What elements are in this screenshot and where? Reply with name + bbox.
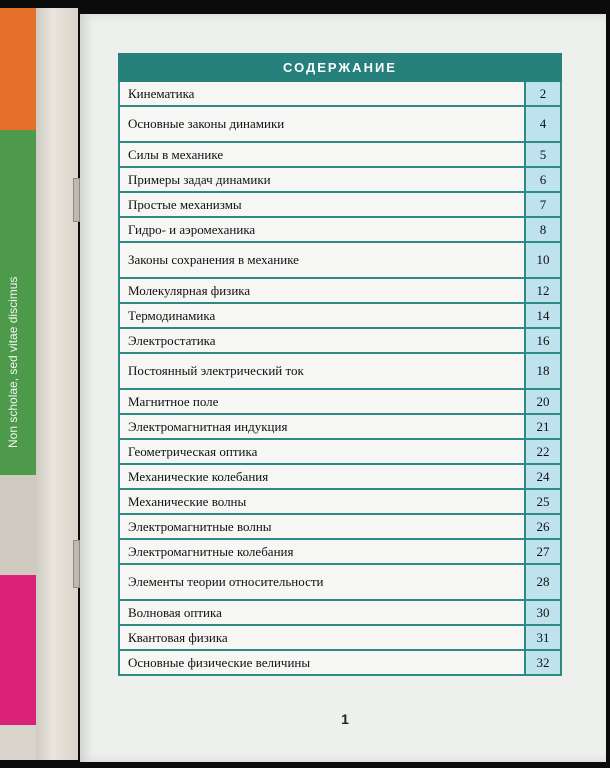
toc-page-number: 18	[524, 354, 560, 388]
toc-row	[120, 243, 560, 279]
toc-page-number: 28	[524, 565, 560, 599]
toc-topic: Геометрическая оптика	[128, 443, 258, 459]
spine-gray-band	[0, 475, 36, 575]
spine-orange-band	[0, 8, 36, 130]
toc-topic: Термодинамика	[128, 307, 216, 323]
toc-topic: Основные законы динамики	[128, 116, 285, 131]
toc-row	[120, 354, 560, 390]
toc-page-number: 12	[524, 279, 560, 302]
toc-topic: Законы сохранения в механике	[128, 252, 299, 267]
toc-topic: Магнитное поле	[128, 393, 219, 409]
toc-page-number: 4	[524, 107, 560, 141]
toc-page-number: 26	[524, 515, 560, 538]
toc-page-number: 24	[524, 465, 560, 488]
toc-page-number: 32	[524, 651, 560, 674]
toc-row	[120, 490, 560, 515]
toc-row	[120, 515, 560, 540]
toc-page-number: 14	[524, 304, 560, 327]
toc-row	[120, 415, 560, 440]
staple-top	[73, 178, 80, 222]
toc-topic: Кинематика	[128, 85, 195, 101]
toc-topic: Гидро- и аэромеханика	[128, 221, 256, 237]
toc-topic: Квантовая физика	[128, 629, 228, 645]
toc-row	[120, 168, 560, 193]
toc-page-number: 22	[524, 440, 560, 463]
toc-row	[120, 390, 560, 415]
toc-topic: Электромагнитные волны	[128, 518, 272, 534]
toc-topic: Молекулярная физика	[128, 282, 251, 298]
toc-row	[120, 440, 560, 465]
spine-motto: Non scholae, sed vitae discimus	[6, 276, 20, 448]
toc-row	[120, 82, 560, 107]
toc-topic: Электростатика	[128, 332, 216, 348]
toc-page-number: 6	[524, 168, 560, 191]
page-fold	[36, 8, 78, 760]
toc-topic: Электромагнитная индукция	[128, 418, 288, 434]
toc-row	[120, 143, 560, 168]
toc-title: СОДЕРЖАНИЕ	[118, 53, 562, 82]
book-spine	[0, 8, 36, 760]
toc-rows	[118, 82, 562, 676]
toc-topic: Простые механизмы	[128, 196, 242, 212]
spine-magenta-band	[0, 575, 36, 725]
toc-row	[120, 540, 560, 565]
toc-page-number: 5	[524, 143, 560, 166]
toc-page-number: 30	[524, 601, 560, 624]
table-of-contents	[118, 53, 562, 676]
toc-row	[120, 279, 560, 304]
page-number: 1	[341, 711, 349, 727]
toc-row	[120, 651, 560, 676]
toc-topic: Электромагнитные колебания	[128, 543, 294, 559]
toc-row	[120, 565, 560, 601]
toc-page-number: 25	[524, 490, 560, 513]
toc-row	[120, 304, 560, 329]
toc-row	[120, 193, 560, 218]
toc-page-number: 2	[524, 82, 560, 105]
toc-row	[120, 107, 560, 143]
toc-row	[120, 626, 560, 651]
toc-topic: Постоянный электрический ток	[128, 363, 304, 378]
toc-page-number: 20	[524, 390, 560, 413]
toc-page-number: 16	[524, 329, 560, 352]
toc-topic: Элементы теории относительности	[128, 574, 324, 589]
toc-page-number: 10	[524, 243, 560, 277]
toc-row	[120, 465, 560, 490]
toc-topic: Силы в механике	[128, 146, 224, 162]
toc-topic: Основные физические величины	[128, 654, 311, 670]
toc-page-number: 7	[524, 193, 560, 216]
toc-page-number: 21	[524, 415, 560, 438]
toc-row	[120, 601, 560, 626]
toc-page-number: 31	[524, 626, 560, 649]
toc-topic: Волновая оптика	[128, 604, 222, 620]
toc-row	[120, 218, 560, 243]
toc-row	[120, 329, 560, 354]
toc-topic: Механические волны	[128, 493, 247, 509]
toc-topic: Примеры задач динамики	[128, 171, 271, 187]
toc-topic: Механические колебания	[128, 468, 269, 484]
staple-bottom	[73, 540, 80, 588]
toc-page-number: 27	[524, 540, 560, 563]
toc-page-number: 8	[524, 218, 560, 241]
